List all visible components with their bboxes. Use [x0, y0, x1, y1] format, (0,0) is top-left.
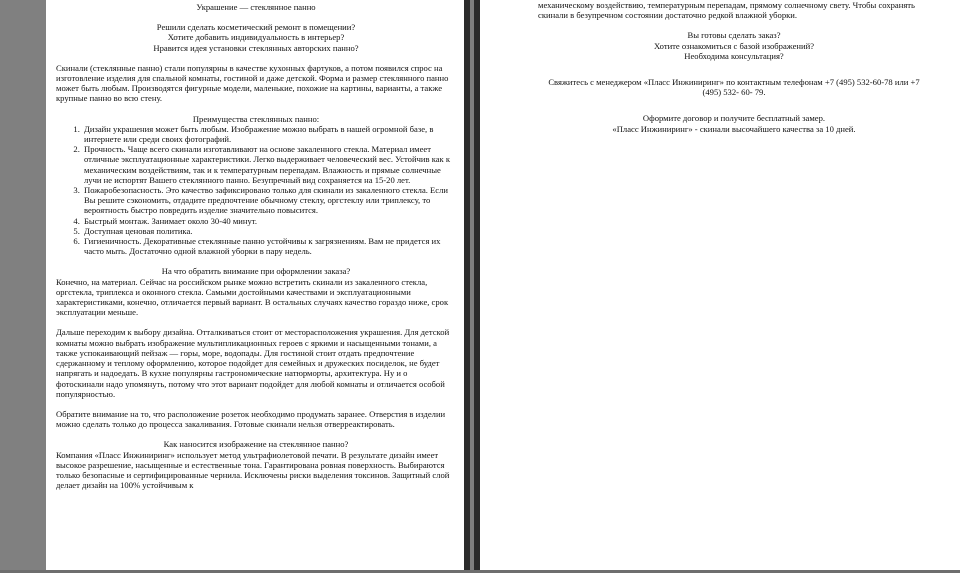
printing-heading: Как наносится изображение на стеклянное панно? — [163, 439, 349, 450]
cta-question-3: Необходима консультация? — [684, 50, 784, 61]
advantages-heading: Преимущества стеклянных панно: — [192, 113, 320, 124]
intro-question-2: Хотите добавить индивидуальность в интерьер? — [167, 32, 345, 43]
attention-heading: На что обратить внимание при оформлении заказа? — [161, 266, 351, 277]
list-item: 6. Гигиеничность. Декоративные стеклянные панно устойчивы к загрязнениям. Вам не придется их часто мыть. Достаточно одной влажной уборки в пару недель. — [82, 236, 456, 256]
sockets-paragraph: Обратите внимание на то, что расположение розеток необходимо продумать заранее. Отверстия в изделии можно сделать только до процесса закаливания. Готовые скинали нельзя отверреактировать. — [56, 408, 446, 430]
list-item: 4. Быстрый монтаж. Занимает около 30-40 минут. — [82, 216, 456, 226]
list-item: 1. Дизайн украшения может быть любым. Изображение можно выбрать в нашей огромной базе, в интернете или среди своих фотографий. — [82, 124, 456, 144]
document-page-left — [46, 0, 464, 573]
intro-paragraph: Скинали (стеклянные панно) стали популярны в качестве кухонных фартуков, а потом появился спрос на изготовление изделия для спальной комнаты, гостиной и даже детской. Форма и размер стеклянного панно может быть любым. Производятся фигурные модели, маленькие, похожие на картины, варианты, а также крупные панно во всю стену. — [56, 62, 449, 104]
printing-paragraph: Компания «Пласс Инжиниринг» использует метод ультрафиолетовой печати. В результате дизайн имеет высокое разрешение, насыщенные и естественные тона. Гарантирована ровная поверхность. Выбираются только безопасные и сертифицированные чернила. Исключены риски выделения токсинов. Защитный слой делает дизайн на 100% устойчивым к — [56, 449, 450, 491]
advantages-list — [56, 124, 456, 257]
viewer-background — [0, 0, 46, 573]
closing-line-2: «Пласс Инжиниринг» - скинали высочайшего качества за 10 дней. — [612, 123, 856, 134]
material-paragraph: Конечно, на материал. Сейчас на российском рынке можно встретить скинали из закаленного стекла, оргстекла, триплекса и оконного стекла. Самыми достойными качествами и эксплуатационными характеристиками, конечно, отличается первый вариант. В остальных случаях качество гораздо ниже, срок эксплуатации меньше. — [56, 276, 449, 318]
list-item: 3. Пожаробезопасность. Это качество зафиксировано только для скинали из закаленного стекла. Если Вы решите сэкономить, отдадите предпочтение обычному стеклу, оргстеклу или триплексу, то вероятность быстро повредить изделие значительно повысится. — [82, 185, 456, 216]
page-shadow — [464, 0, 470, 573]
continued-paragraph: механическому воздействию, температурным перепадам, прямому солнечному свету. Чтобы сохранять скинали в безупречном состоянии достаточно редкой влажной уборки. — [538, 0, 915, 21]
list-item: 2. Прочность. Чаще всего скинали изготавливают на основе закаленного стекла. Материал имеет отличные эксплуатационные характеристики. Легко выдерживает человеческий вес. Устойчив как к механическим воздействиям, так и к температурным перепадам. Влажность и прямые солнечные лучи не испортят Вашего стеклянного панно. Безупречный вид сохраняется на 15-20 лет. — [82, 144, 456, 185]
list-item: 5. Доступная ценовая политика. — [82, 226, 456, 236]
cta-question-2: Хотите ознакомиться с базой изображений? — [653, 40, 815, 51]
cta-question-1: Вы готовы сделать заказ? — [687, 30, 781, 41]
design-paragraph: Дальше переходим к выбору дизайна. Отталкиваться стоит от месторасположения украшения. Для детской комнаты можно выбрать изображение мультипликационных героев с яркими и насыщенными тонами, а также успокаивающий пейзаж — горы, море, водопады. Для гостиной стоит отдать предпочтение сдержанному и теплому оформлению, которое подойдет для семейных и дружеских посиделок, не будет напрягать и надоедать. В кухне популярны гастрономические натюрморты, архитектура. Ну и о фотоскинали надо упомянуть, потому что этот вариант подойдет для любой комнаты и отличается особой популярностью. — [56, 327, 450, 399]
document-page-right — [480, 0, 960, 573]
intro-question-3: Нравится идея установки стеклянных авторских панно? — [153, 42, 359, 53]
contact-paragraph: Свяжитесь с менеджером «Пласс Инжиниринг» по контактным телефонам +7 (495) 532-60-78 или +7 (495) 532- 60- 79. — [548, 77, 920, 98]
intro-question-1: Решили сделать косметический ремонт в помещении? — [156, 22, 356, 33]
closing-line-1: Оформите договор и получите бесплатный замер. — [642, 113, 826, 124]
document-title: Украшение — стеклянное панно — [196, 2, 316, 12]
